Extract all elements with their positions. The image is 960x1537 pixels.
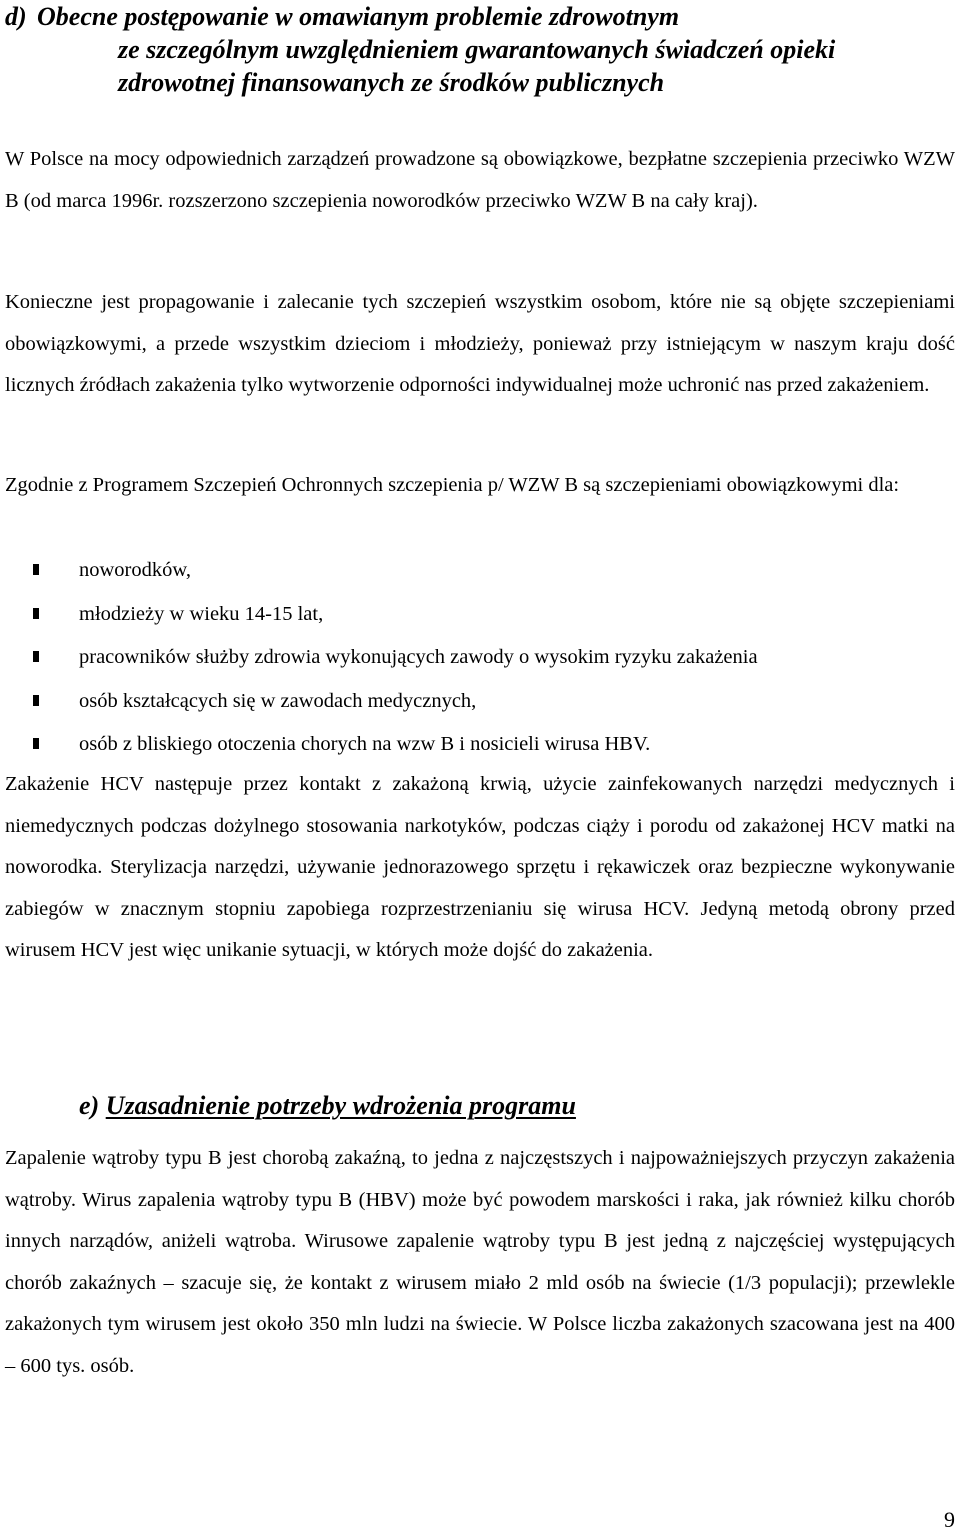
document-page [5, 0, 955, 1537]
section-d-heading-line-3 [5, 66, 955, 99]
square-bullet-icon [33, 738, 39, 749]
paragraph-vaccination-promotion: Konieczne jest propagowanie i zalecanie tych szczepień wszystkim osobom, które nie są objęte szczepieniami obowiązkowymi, a przede wszystkim dzieciom i młodzieży, ponieważ przy istniejącym w naszym kraju dość licznych źródłach zakażenia tylko wytworzenie odporności indywidualnej może uchronić nas przed zakażeniem. [5, 291, 955, 396]
square-bullet-icon [33, 608, 39, 619]
list-item [5, 549, 955, 593]
section-e-title: Uzasadnienie potrzeby wdrożenia programu [105, 1091, 576, 1120]
section-d-heading-line-1 [5, 0, 955, 33]
paragraph-vaccination-poland: W Polsce na mocy odpowiednich zarządzeń prowadzone są obowiązkowe, bezpłatne szczepienia przeciwko WZW B (od marca 1996r. rozszerzono szczepienia noworodków przeciwko WZW B na cały kraj). [5, 148, 955, 212]
paragraph-hbv-justification: Zapalenie wątroby typu B jest chorobą zakaźną, to jedna z najczęstszych i najpoważniejszych przyczyn zakażenia wątroby. Wirus zapalenia wątroby typu B (HBV) może być powodem marskości i raka, jak również kilku chorób innych narządów, aniżeli wątroba. Wirusowe zapalenie wątroby typu B jest jedną z najczęściej występujących chorób zakaźnych – szacuje się, że kontakt z wirusem miało 2 mld osób na świecie (1/3 populacji); przewlekle zakażonych tym wirusem jest około 350 mln ludzi na świecie. W Polsce liczba zakażonych szacowana jest na 400 – 600 tys. osób. [5, 1147, 955, 1377]
paragraph-hcv-infection: Zakażenie HCV następuje przez kontakt z zakażoną krwią, użycie zainfekowanych narzędzi medycznych i niemedycznych podczas dożylnego stosowania narkotyków, podczas ciąży i porodu od zakażonej HCV matki na noworodka. Sterylizacja narzędzi, używanie jednorazowego sprzętu i rękawiczek oraz bezpieczne wykonywanie zabiegów w znacznym stopniu zapobiega rozprzestrzenianiu się wirusa HCV. Jedyną metodą obrony przed wirusem HCV jest więc unikanie sytuacji, w których może dojść do zakażenia. [5, 773, 955, 961]
list-item [5, 723, 955, 767]
section-d-heading [5, 0, 955, 99]
paragraph-vaccination-program: Zgodnie z Programem Szczepień Ochronnych szczepienia p/ WZW B są szczepieniami obowiązkowymi dla: [5, 474, 900, 496]
section-d-title-line-1: Obecne postępowanie w omawianym problemie zdrowotnym [37, 2, 680, 31]
section-d-title-line-2: ze szczególnym uwzględnieniem gwarantowanych świadczeń opieki [118, 35, 836, 64]
list-item-text: osób z bliskiego otoczenia chorych na wzw B i nosicieli wirusa HBV. [79, 733, 651, 755]
square-bullet-icon [33, 564, 39, 575]
list-item-text: pracowników służby zdrowia wykonujących zawody o wysokim ryzyku zakażenia [79, 646, 758, 668]
list-item-text: noworodków, [79, 559, 191, 581]
section-e-letter: e) [79, 1091, 100, 1120]
square-bullet-icon [33, 651, 39, 662]
list-item [5, 593, 955, 637]
list-item-text: młodzieży w wieku 14-15 lat, [79, 602, 324, 625]
section-e-heading [79, 1089, 576, 1122]
list-item [5, 636, 955, 680]
page-number: 9 [944, 1507, 955, 1532]
section-d-letter: d) [5, 2, 27, 31]
section-d-heading-line-2 [5, 33, 955, 66]
mandatory-vaccination-list [5, 549, 955, 767]
square-bullet-icon [33, 695, 39, 706]
list-item [5, 680, 955, 724]
list-item-text: osób kształcących się w zawodach medycznych, [79, 689, 477, 712]
section-d-title-line-3: zdrowotnej finansowanych ze środków publicznych [118, 68, 665, 97]
